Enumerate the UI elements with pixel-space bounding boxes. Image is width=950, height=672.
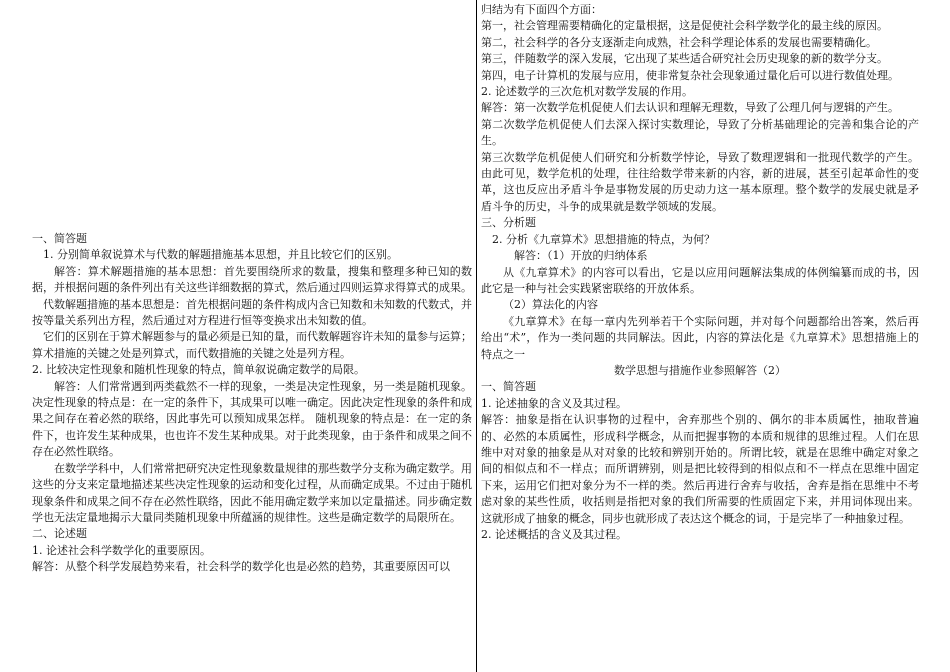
left-column [32,0,472,672]
right-paragraph-13: （2）算法化的内容 [503,298,598,312]
right-paragraph-10: 2. 分析《九章算术》思想措施的特点，为何？ [492,232,715,246]
right-paragraph-12: 从《九章算术》的内容可以看出，它是以应用问题解法集成的体例编纂而成的书，因此它是一种与社会实践紧密联络的开放体系。 [481,265,919,295]
column-divider [476,0,477,672]
right-column [481,2,919,672]
right-paragraph-3: 第三，伴随数学的深入发展，它出现了某些适合研究社会历史现象的新的数学分支。 [481,52,888,66]
left-paragraph-8: 二、论述题 [32,527,87,541]
right-paragraph-7: 第二次数学危机促使人们去深入探讨实数理论，导致了分析基础理论的完善和集合论的产生。 [481,117,919,148]
left-paragraph-4: 它们的区别在于算术解题参与的量必须是已知的量，而代数解题容许未知的量参与运算；算术措施的关键之处是列算式，而代数措施的关键之处是列方程。 [32,330,472,360]
left-paragraph-9: 1. 论述社会科学数学化的重要原因。 [32,543,211,557]
right-paragraph-4: 第四，电子计算机的发展与应用，使非常复杂社会现象通过量化后可以进行数值处理。 [481,68,899,82]
right-paragraph-16: 一、简答题 [481,380,536,394]
right-paragraph-19: 2. 论述概括的含义及其过程。 [481,528,627,541]
right-paragraph-17: 1. 论述抽象的含义及其过程。 [481,396,627,410]
left-paragraph-3: 代数解题措施的基本思想是：首先根据问题的条件构成内含已知数和未知数的代数式，并按等量关系列出方程，然后通过对方程进行恒等变换求出未知数的值。 [32,297,472,328]
left-paragraph-10: 解答：从整个科学发展趋势来看，社会科学的数学化也是必然的趋势，其重要原因可以 [32,560,450,574]
left-paragraph-1: 1. 分别简单叙说算术与代数的解题措施基本思想，并且比较它们的区别。 [43,248,398,262]
left-paragraph-2: 解答：算术解题措施的基本思想：首先要围绕所求的数量，搜集和整理多种已知的数据，并根据问题的条件列出有关这些详细数据的算式，然后通过四则运算求得算式的成果。 [32,264,472,295]
left-paragraph-7: 在数学学科中，人们常常把研究决定性现象数量规律的那些数学分支称为确定数学。用这些的分支来定量地描述某些决定性现象的运动和变化过程，从而确定成果。不过由于随机现象条件和成果之间不存在必然性联络，因此不能用确定数学来加以定量描述。同步确定数学也无法定量地揭示大量同类随机现象中所蕴涵的规律性。这些是确定数学的局限所在。 [32,461,472,524]
left-paragraph-6: 解答：人们常常遇到两类截然不一样的现象，一类是决定性现象，另一类是随机现象。决定性现象的特点是：在一定的条件下，其成果可以唯一确定。因此决定性现象的条件和成果之间存在着必然的联络，因此事先可以预知成果怎样。 随机现象的特点是：在一定的条件下，也许发生某种成果，也也许不发生某种成果。对于此类现象，由于条件和成果之间不存在必然性联络。 [32,379,472,459]
right-paragraph-6: 解答：第一次数学危机促使人们去认识和理解无理数，导致了公理几何与逻辑的产生。 [481,101,899,115]
right-paragraph-0: 归结为有下面四个方面： [481,3,602,16]
right-paragraph-8: 第三次数学危机促使人们研究和分析数学悖论，导致了数理逻辑和一批现代数学的产生。由此可见，数学危机的处理，往往给数学带来新的内容，新的进展，甚至引起革命性的变革，这也反应出矛盾斗争是事物发展的历史动力这一基本原理。整个数学的发展史就是矛盾斗争的历史，斗争的成果就是数学领域的发展。 [481,150,919,213]
right-paragraph-9: 三、分析题 [481,216,536,230]
right-paragraph-15: 数学思想与措施作业参照解答（2） [614,363,786,377]
left-paragraph-5: 2. 比较决定性现象和随机性现象的特点，简单叙说确定数学的局限。 [32,363,365,377]
right-paragraph-1: 第一，社会管理需要精确化的定量根据，这是促使社会科学数学化的最主线的原因。 [481,19,888,33]
right-paragraph-2: 第二，社会科学的各分支逐渐走向成熟，社会科学理论体系的发展也需要精确化。 [481,35,877,49]
right-paragraph-5: 2. 论述数学的三次危机对数学发展的作用。 [481,85,693,99]
right-paragraph-11: 解答：（1）开放的归纳体系 [514,249,648,263]
right-paragraph-18: 解答：抽象是指在认识事物的过程中，舍弃那些个别的、偶尔的非本质属性，抽取普遍的、必然的本质属性，形成科学概念，从而把握事物的本质和规律的思维过程。人们在思维中对对象的抽象是从对对象的比较和辨别开始的。所谓比较，就是在思维中确定对象之间的相似点和不一样点；而所谓辨别，则是把比较得到的相似点和不一样点在思维中固定下来，运用它们把对象分为不一样的类。然后再进行舍弃与收括，舍弃是指在思维中不考虑对象的某些性质，收括则是指把对象的我们所需要的性质固定下来，并用词体现出来。这就形成了抽象的概念，同步也就形成了表达这个概念的词，于是完毕了一种抽象过程。 [481,413,919,525]
left-paragraph-0: 一、简答题 [32,232,87,245]
right-paragraph-14: 《九章算术》在每一章内先列举若干个实际问题，并对每个问题都给出答案，然后再给出“术”，作为一类问题的共同解法。因此，内容的算法化是《九章算术》思想措施上的特点之一 [481,314,919,361]
